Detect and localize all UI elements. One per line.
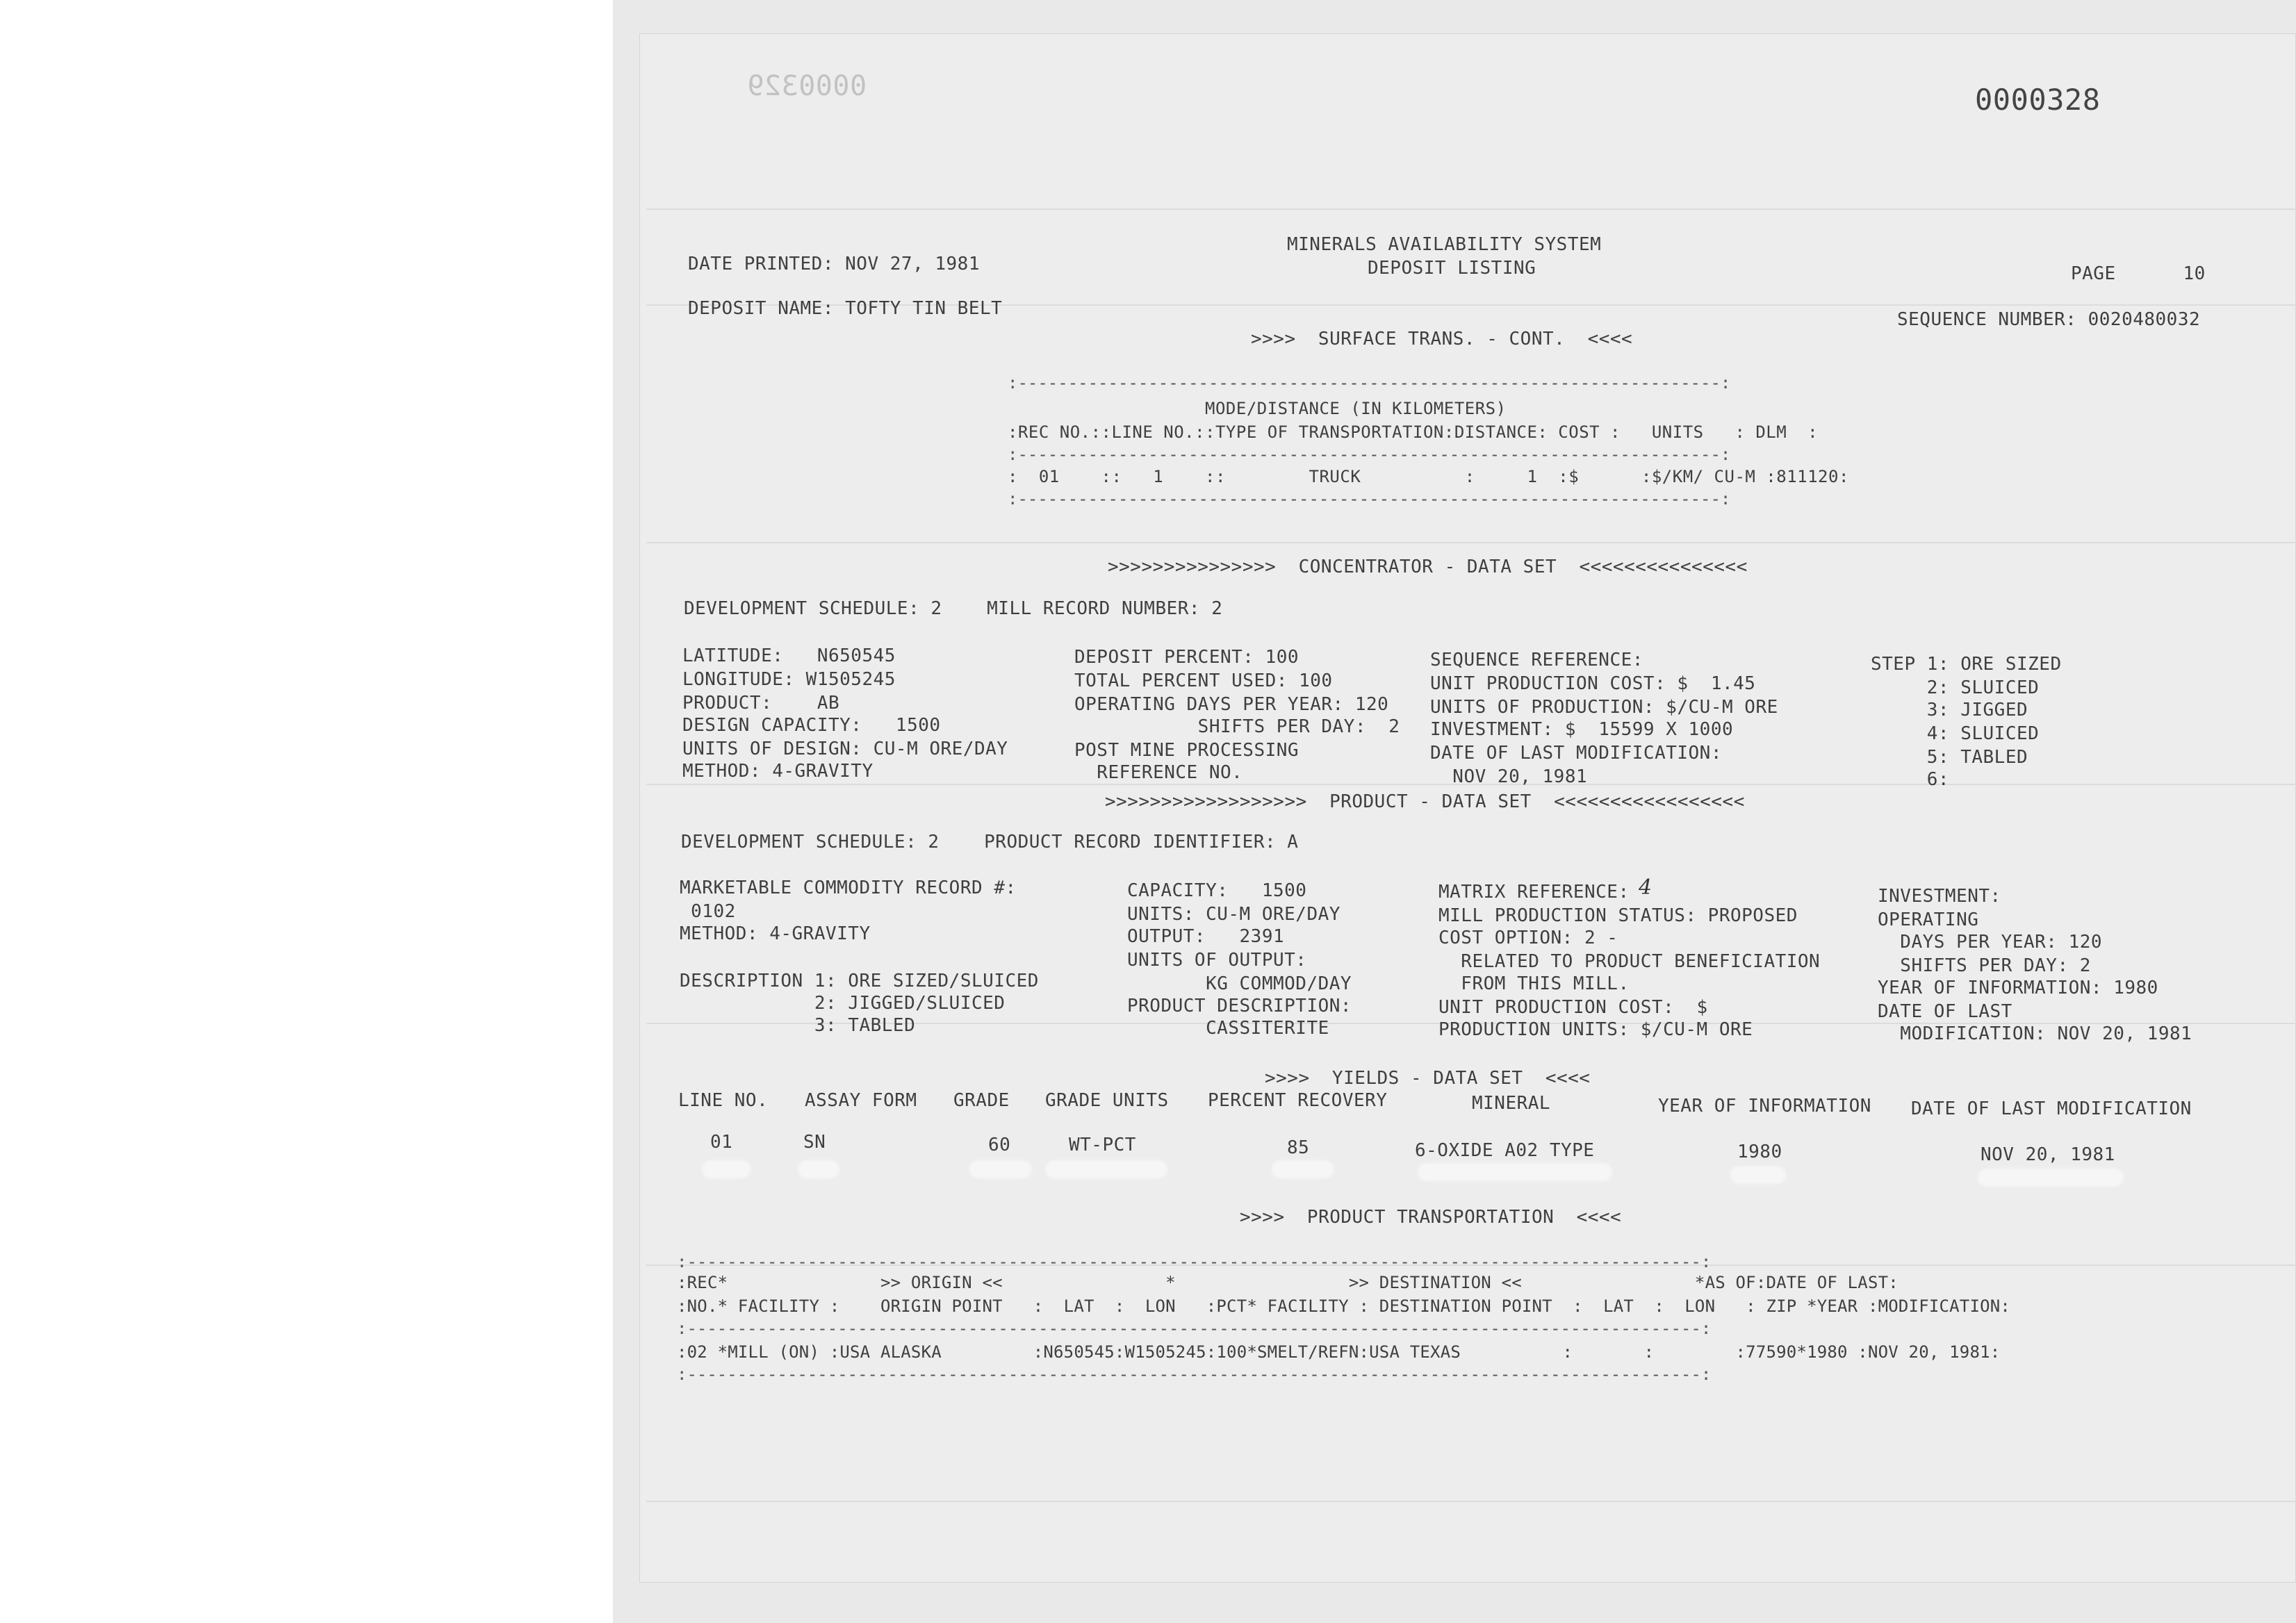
step-6: 6: — [1871, 769, 1950, 790]
faint-reverse-number: 0000329 — [747, 70, 867, 102]
step-4: 4: SLUICED — [1871, 723, 2040, 744]
whiteout — [1272, 1160, 1334, 1178]
surface-table-columns: :REC NO.::LINE NO.::TYPE OF TRANSPORTATION:DISTANCE: COST : UNITS : DLM : — [1008, 422, 1819, 442]
matrix-reference-handwritten: 4 — [1639, 875, 1653, 900]
yields-col-year: YEAR OF INFORMATION — [1658, 1096, 1871, 1117]
date-of-last-modification: NOV 20, 1981 — [1430, 766, 1588, 787]
document-number: 0000328 — [1975, 83, 2101, 117]
method: METHOD: 4-GRAVITY — [682, 761, 874, 782]
yields-header: >>>> YIELDS - DATA SET <<<< — [1265, 1068, 1591, 1089]
yields-col-date: DATE OF LAST MODIFICATION — [1911, 1098, 2192, 1119]
transport-table-rule: :-----------------------------------------------------------------------------------------------------: — [677, 1365, 1712, 1384]
product-investment: INVESTMENT: — [1878, 886, 2001, 907]
surface-table-rule: :----------------------------------------------------------------------: — [1008, 489, 1731, 509]
description-3: 3: TABLED — [680, 1015, 916, 1036]
transport-table-header-2: :NO.* FACILITY : ORIGIN POINT : LAT : LON :PCT* FACILITY : DESTINATION POINT : LAT : LON : ZIP *YEAR :MODIFICATION: — [677, 1296, 2011, 1316]
product-code: PRODUCT: AB — [682, 693, 840, 714]
units: UNITS: CU-M ORE/DAY — [1127, 904, 1340, 925]
marketable-commodity-label: MARKETABLE COMMODITY RECORD #: — [680, 878, 1017, 898]
product-description: CASSITERITE — [1127, 1018, 1329, 1039]
operating-label: OPERATING — [1878, 909, 1979, 930]
paper-rule — [646, 542, 2296, 543]
yields-col-grade-units: GRADE UNITS — [1045, 1090, 1169, 1111]
design-capacity: DESIGN CAPACITY: 1500 — [682, 715, 941, 736]
product-description-label: PRODUCT DESCRIPTION: — [1127, 996, 1352, 1016]
product-method: METHOD: 4-GRAVITY — [680, 923, 871, 944]
concentrator-dev-schedule: DEVELOPMENT SCHEDULE: 2 MILL RECORD NUMBER: 2 — [684, 598, 1223, 619]
total-percent-used: TOTAL PERCENT USED: 100 — [1074, 670, 1333, 691]
whiteout — [798, 1160, 839, 1178]
paper-rule — [646, 1501, 2296, 1502]
production-units: PRODUCTION UNITS: $/CU-M ORE — [1438, 1019, 1753, 1040]
yields-col-mineral: MINERAL — [1472, 1093, 1551, 1114]
latitude: LATITUDE: N650545 — [682, 645, 896, 666]
whiteout — [969, 1160, 1032, 1178]
product-unit-production-cost: UNIT PRODUCTION COST: $ — [1438, 997, 1708, 1018]
yields-col-grade: GRADE — [953, 1090, 1010, 1111]
surface-table-rule: :----------------------------------------------------------------------: — [1008, 373, 1731, 393]
system-title: MINERALS AVAILABILITY SYSTEM — [1287, 234, 1602, 255]
transport-table-header-1: :REC* >> ORIGIN << * >> DESTINATION << *AS OF:DATE OF LAST: — [677, 1273, 1899, 1292]
whiteout — [1730, 1166, 1786, 1184]
marketable-commodity-value: 0102 — [680, 901, 736, 922]
date-printed: DATE PRINTED: NOV 27, 1981 — [688, 254, 980, 274]
longitude: LONGITUDE: W1505245 — [682, 669, 896, 690]
yield-assay-form: SN — [803, 1132, 826, 1153]
yield-year: 1980 — [1737, 1142, 1782, 1162]
mill-production-status: MILL PRODUCTION STATUS: PROPOSED — [1438, 905, 1798, 926]
description-1: DESCRIPTION 1: ORE SIZED/SLUICED — [680, 971, 1039, 991]
surface-trans-header: >>>> SURFACE TRANS. - CONT. <<<< — [1251, 329, 1633, 349]
whiteout — [1418, 1163, 1612, 1181]
unit-production-cost: UNIT PRODUCTION COST: $ 1.45 — [1430, 673, 1756, 694]
units-of-production: UNITS OF PRODUCTION: $/CU-M ORE — [1430, 697, 1778, 718]
cost-option: COST OPTION: 2 - — [1438, 928, 1618, 948]
step-5: 5: TABLED — [1871, 747, 2028, 768]
date-of-last-label: DATE OF LAST — [1878, 1001, 2012, 1022]
yield-grade: 60 — [988, 1135, 1011, 1155]
yield-mineral: 6-OXIDE A02 TYPE — [1415, 1140, 1595, 1161]
deposit-name: DEPOSIT NAME: TOFTY TIN BELT — [688, 298, 1003, 319]
units-of-design: UNITS OF DESIGN: CU-M ORE/DAY — [682, 739, 1008, 759]
yield-percent-recovery: 85 — [1287, 1137, 1310, 1158]
yields-col-percent-recovery: PERCENT RECOVERY — [1208, 1090, 1388, 1111]
yield-grade-units: WT-PCT — [1069, 1135, 1136, 1155]
surface-table-title: MODE/DISTANCE (IN KILOMETERS) — [1008, 399, 1507, 418]
investment: INVESTMENT: $ 15599 X 1000 — [1430, 719, 1734, 740]
concentrator-header: >>>>>>>>>>>>>>> CONCENTRATOR - DATA SET <<<<<<<<<<<<<<< — [1108, 557, 1748, 577]
yield-date: NOV 20, 1981 — [1981, 1144, 2115, 1165]
units-of-output-label: UNITS OF OUTPUT: — [1127, 950, 1307, 971]
product-dev-schedule: DEVELOPMENT SCHEDULE: 2 PRODUCT RECORD IDENTIFIER: A — [681, 832, 1299, 852]
paper-rule — [646, 208, 2296, 210]
whiteout — [1978, 1169, 2124, 1187]
product-transport-header: >>>> PRODUCT TRANSPORTATION <<<< — [1240, 1207, 1622, 1228]
year-of-information: YEAR OF INFORMATION: 1980 — [1878, 978, 2158, 998]
whiteout — [702, 1160, 751, 1178]
sequence-reference: SEQUENCE REFERENCE: — [1430, 650, 1643, 670]
cost-option-detail-2: FROM THIS MILL. — [1438, 973, 1630, 994]
transport-table-rule: :-----------------------------------------------------------------------------------------------------: — [677, 1319, 1712, 1338]
product-header: >>>>>>>>>>>>>>>>>> PRODUCT - DATA SET <<<<<<<<<<<<<<<<< — [1105, 791, 1745, 812]
yields-col-assay-form: ASSAY FORM — [805, 1090, 917, 1111]
sequence-number: SEQUENCE NUMBER: 0020480032 — [1897, 309, 2201, 330]
surface-table-rule: :----------------------------------------------------------------------: — [1008, 445, 1731, 464]
transport-table-rule: :-----------------------------------------------------------------------------------------------------: — [677, 1252, 1712, 1271]
yields-col-line-no: LINE NO. — [678, 1090, 769, 1111]
product-shifts-per-day: SHIFTS PER DAY: 2 — [1878, 955, 2091, 976]
surface-table-row: : 01 :: 1 :: TRUCK : 1 :$ :$/KM/ CU-M :811120: — [1008, 467, 1849, 486]
step-3: 3: JIGGED — [1871, 700, 2028, 720]
yield-line-no: 01 — [710, 1132, 733, 1153]
date-of-last-modification-label: DATE OF LAST MODIFICATION: — [1430, 743, 1722, 764]
output: OUTPUT: 2391 — [1127, 926, 1285, 947]
page-number: PAGE 10 — [2071, 263, 2206, 284]
deposit-percent: DEPOSIT PERCENT: 100 — [1074, 647, 1299, 668]
whiteout — [1045, 1160, 1167, 1178]
operating-days: OPERATING DAYS PER YEAR: 120 — [1074, 694, 1389, 715]
capacity: CAPACITY: 1500 — [1127, 880, 1307, 901]
step-1: STEP 1: ORE SIZED — [1871, 654, 2062, 675]
matrix-reference: MATRIX REFERENCE: — [1438, 882, 1630, 903]
post-mine-processing: POST MINE PROCESSING — [1074, 740, 1299, 761]
step-2: 2: SLUICED — [1871, 677, 2040, 698]
cost-option-detail-1: RELATED TO PRODUCT BENEFICIATION — [1438, 951, 1821, 972]
reference-no: REFERENCE NO. — [1074, 762, 1243, 783]
description-2: 2: JIGGED/SLUICED — [680, 993, 1006, 1014]
transport-table-row: :02 *MILL (ON) :USA ALASKA :N650545:W1505245:100*SMELT/REFN:USA TEXAS : : :77590*1980 :NOV 20, 1981: — [677, 1342, 2001, 1362]
modification-date: MODIFICATION: NOV 20, 1981 — [1878, 1023, 2192, 1044]
listing-title: DEPOSIT LISTING — [1368, 258, 1536, 279]
days-per-year: DAYS PER YEAR: 120 — [1878, 932, 2103, 953]
units-of-output: KG COMMOD/DAY — [1127, 973, 1352, 994]
shifts-per-day: SHIFTS PER DAY: 2 — [1074, 716, 1400, 737]
